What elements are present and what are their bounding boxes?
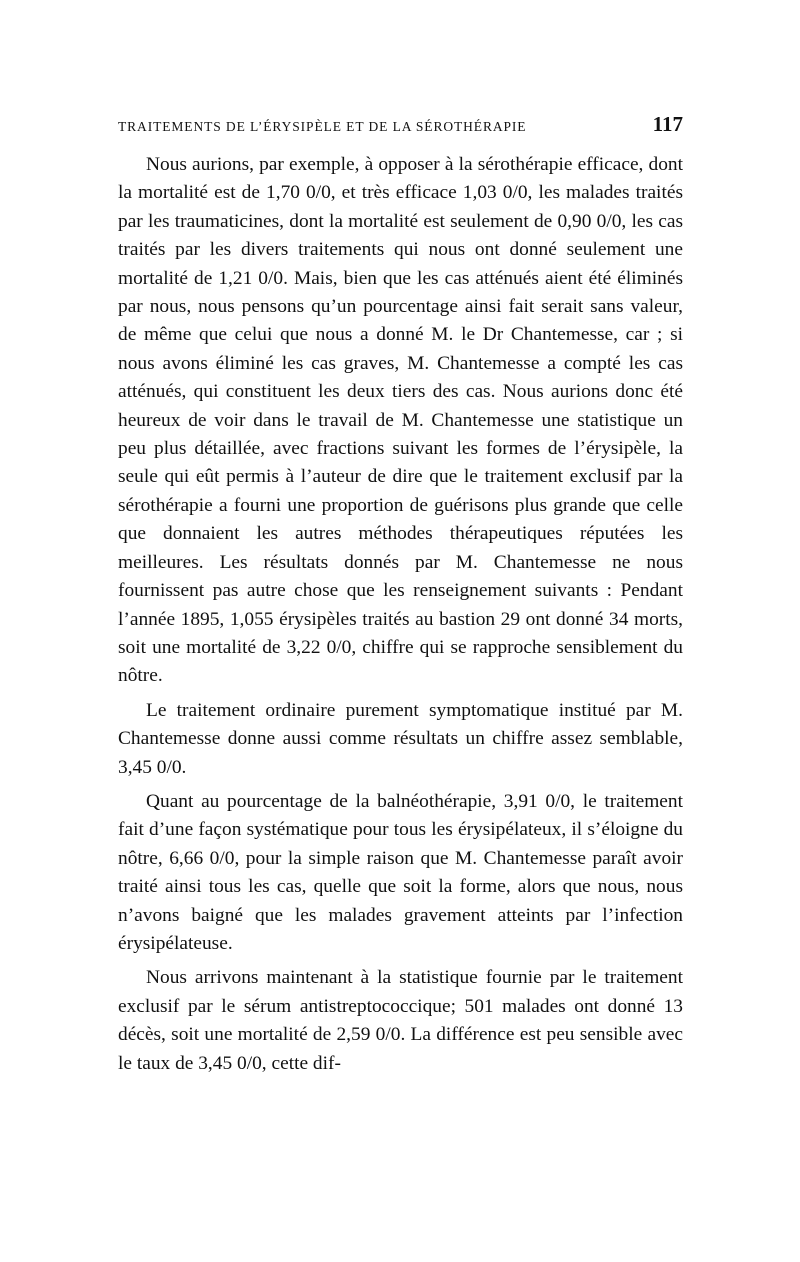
paragraph-1: Nous aurions, par exemple, à opposer à la sérothérapie efficace, dont la mortalité est de 1,70 0/0, et très efficace 1,03 0/0, les malades traités par les traumaticines, dont la mortalité est seulement de 0,90 0/0, les cas traités par les divers traitements qui nous ont donné seulement une mortalité de 1,21 0/0. Mais, bien que les cas atténués aient été éliminés par nous, nous pensons qu’un pourcentage ainsi fait serait sans valeur, de même que celui que nous a donné M. le Dr Chantemesse, car ; si nous avons éliminé les cas graves, M. Chantemesse a compté les cas atténués, qui constituent les deux tiers des cas. Nous aurions donc été heureux de voir dans le travail de M. Chantemesse une statistique un peu plus détaillée, avec fractions suivant les formes de l’érysipèle, la seule qui eût permis à l’auteur de dire que le traitement exclusif par la sérothérapie a fourni une proportion de guérisons plus grande que celle que donnaient les autres méthodes thérapeutiques réputées les meilleures. Les résultats donnés par M. Chantemesse ne nous fournissent pas autre chose que les renseignement suivants : Pendant l’année 1895, 1,055 érysipèles traités au bastion 29 ont donné 34 morts, soit une mortalité de 3,22 0/0, chiffre qui se rapproche sensiblement du nôtre. bbox=[118, 154, 683, 687]
paragraph-3: Quant au pourcentage de la balnéothérapie, 3,91 0/0, le traitement fait d’une façon systématique pour tous les érysipélateux, il s’éloigne du nôtre, 6,66 0/0, pour la simple raison que M. Chantemesse paraît avoir traité ainsi tous les cas, quelle que soit la forme, alors que nous, nous n’avons baigné que les malades gravement atteints par l’infection érysipélateuse. bbox=[118, 790, 683, 954]
book-page bbox=[118, 112, 683, 1084]
running-header bbox=[118, 112, 683, 137]
page-number: 117 bbox=[652, 112, 683, 136]
running-title: TRAITEMENTS DE L’ÉRYSIPÈLE ET DE LA SÉROTHÉRAPIE bbox=[118, 119, 527, 134]
paragraph-4: Nous arrivons maintenant à la statistique fournie par le traitement exclusif par le sérum antistreptococcique; 501 malades ont donné 13 décès, soit une mortalité de 2,59 0/0. La différence est peu sensible avec le taux de 3,45 0/0, cette dif- bbox=[118, 967, 683, 1074]
paragraph-2: Le traitement ordinaire purement symptomatique institué par M. Chantemesse donne aussi comme résultats un chiffre assez semblable, 3,45 0/0. bbox=[118, 699, 683, 778]
